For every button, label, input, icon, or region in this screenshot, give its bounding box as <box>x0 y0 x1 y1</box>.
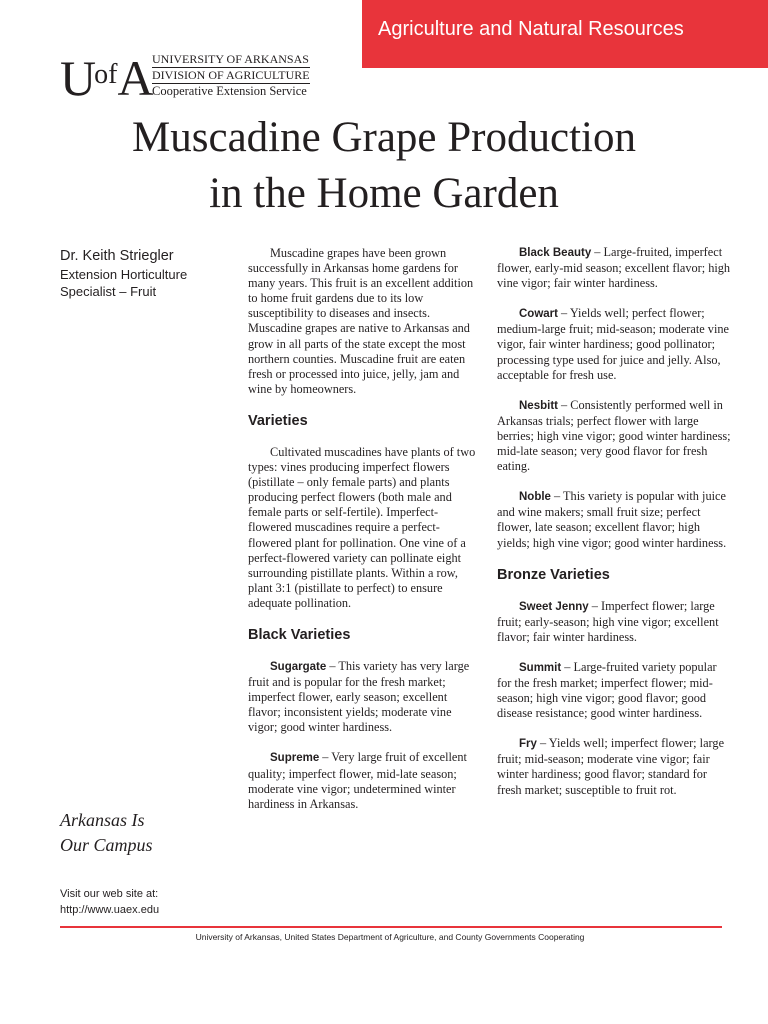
variety-description: – Yields well; imperfect flower; large fruit; mid-season; moderate vine vigor; fair winter hardiness; good flavor; standard for fresh market; susceptible to fruit rot. <box>497 736 725 797</box>
varieties-heading: Varieties <box>248 412 308 429</box>
varieties-paragraph: Cultivated muscadines have plants of two types: vines producing imperfect flowers (pistillate – only female parts) and plants producing perfect flowers (both male and female parts or self-fertile). Imperfect-flowered muscadines require a perfect-flowered plant for pollination. One vine of a perfect-flowered variety can pollinate eight surrounding pistillate plants. Within a row, plant 3:1 (pistillate to perfect) to ensure adequate pollination. <box>248 444 476 610</box>
intro-paragraph: Muscadine grapes have been grown successfully in Arkansas home gardens for many years. This fruit is an excellent addition to home fruit gardens due to its low susceptibility to diseases and insects. Muscadine grapes are native to Arkansas and grow in all parts of the state except the most northern counties. Muscadine fruit are eaten fresh or processed into juice, jelly, jam and wine by homeowners. <box>248 246 474 396</box>
variety-name: Black Beauty <box>519 247 592 259</box>
variety-sugargate <box>248 659 480 735</box>
logo-mark-of: of <box>94 59 118 90</box>
variety-name: Nesbitt <box>519 399 558 412</box>
campus-line-1: Arkansas Is <box>60 810 145 830</box>
logo-mark-u: U <box>60 50 95 106</box>
variety-name: Sugargate <box>270 660 327 673</box>
variety-sweet-jenny <box>497 599 733 645</box>
text-column-2 <box>497 245 733 813</box>
variety-description: – This variety is popular with juice and wine makers; small fruit size; perfect flower, late season; excellent flavor; high yields; high vine vigor; good winter hardiness. <box>497 489 727 550</box>
title-line-2: in the Home Garden <box>209 170 559 217</box>
website-label: Visit our web site at: <box>60 888 159 900</box>
variety-name: Sweet Jenny <box>519 600 589 613</box>
author-name: Dr. Keith Striegler <box>60 248 174 264</box>
banner-title: Agriculture and Natural Resources <box>378 18 684 40</box>
variety-description: – Very large fruit of excellent quality; imperfect flower, mid-late season; moderate vine vigor; undetermined winter hardiness in Arkansas. <box>248 750 467 811</box>
variety-name: Supreme <box>270 752 320 765</box>
variety-description: – Yields well; perfect flower; medium-large fruit; mid-season; moderate vine vigor, fair winter hardiness; good pollinator; processing type used for juice and jelly. Also, acceptable for fresh use. <box>497 306 729 382</box>
campus-slogan <box>60 808 153 858</box>
author-role-line-2: Specialist – Fruit <box>60 284 157 299</box>
uofa-logo-mark <box>60 50 152 106</box>
logo-mark-a: A <box>117 50 152 106</box>
logo-text <box>152 52 310 99</box>
document-title <box>0 110 768 222</box>
variety-description: – Consistently performed well in Arkansas trials; perfect flower with large berries; high vine vigor; good winter hardiness; mid-late season; very good flavor for fresh eating. <box>497 397 731 474</box>
variety-name: Cowart <box>519 308 558 321</box>
variety-description: – Large-fruited variety popular for the fresh market; imperfect flower; mid-season; high vine vigor; good flavor; good disease resistance; good winter hardiness. <box>497 659 717 721</box>
footer-text: University of Arkansas, United States Department of Agriculture, and County Governments Cooperating <box>195 932 585 942</box>
website-block <box>60 886 159 918</box>
text-column-1 <box>248 246 480 827</box>
logo-line-university: UNIVERSITY OF ARKANSAS <box>152 52 309 66</box>
variety-supreme <box>248 750 480 811</box>
footer-divider <box>60 926 722 928</box>
variety-cowart <box>497 306 733 382</box>
variety-description: – Large-fruited, imperfect flower, early-mid season; excellent flavor; high vine vigor; fair winter hardiness. <box>497 245 731 291</box>
logo-line-service: Cooperative Extension Service <box>152 84 307 98</box>
campus-line-2: Our Campus <box>60 835 153 855</box>
variety-name: Noble <box>519 491 551 504</box>
division-banner <box>362 0 768 68</box>
variety-name: Fry <box>519 738 537 751</box>
bronze-varieties-heading: Bronze Varieties <box>497 566 610 583</box>
author-role-line-1: Extension Horticulture <box>60 267 188 282</box>
uofa-logo <box>60 50 310 106</box>
variety-name: Summit <box>519 661 562 674</box>
variety-description: – Imperfect flower; large fruit; early-season; high vine vigor; excellent flavor; fair winter hardiness. <box>497 598 719 644</box>
variety-fry <box>497 736 733 797</box>
variety-nesbitt <box>497 398 733 474</box>
black-varieties-heading: Black Varieties <box>248 626 351 643</box>
variety-noble <box>497 489 733 550</box>
title-line-1: Muscadine Grape Production <box>132 114 636 161</box>
variety-summit <box>497 660 733 721</box>
variety-description: – This variety has very large fruit and is popular for the fresh market; imperfect flower, early season; excellent flavor; inconsistent yields; moderate vine vigor; good winter hardiness. <box>248 658 470 735</box>
logo-line-division: DIVISION OF AGRICULTURE <box>152 68 310 82</box>
author-block <box>60 246 187 300</box>
variety-black-beauty <box>497 245 733 291</box>
website-url-link[interactable]: http://www.uaex.edu <box>60 904 160 916</box>
